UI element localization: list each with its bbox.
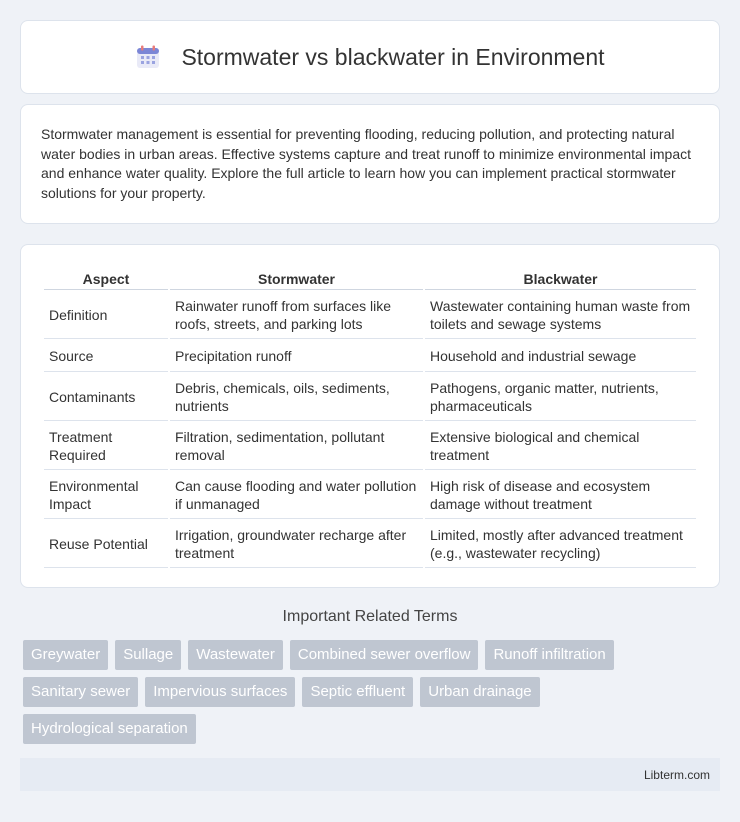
tag-hydrological-separation[interactable]: Hydrological separation <box>23 714 196 744</box>
row-blackwater: High risk of disease and ecosystem damage without treatment <box>425 472 696 519</box>
calendar-icon <box>135 44 161 70</box>
table-row <box>44 374 696 421</box>
row-aspect: Definition <box>44 292 168 339</box>
tag-sanitary-sewer[interactable]: Sanitary sewer <box>23 677 138 707</box>
row-blackwater: Extensive biological and chemical treatment <box>425 423 696 470</box>
comparison-card <box>20 244 720 588</box>
row-aspect: Reuse Potential <box>44 521 168 568</box>
table-header-row <box>44 267 696 290</box>
related-terms-list <box>23 640 703 751</box>
related-terms-title: Important Related Terms <box>282 608 458 625</box>
row-stormwater: Can cause flooding and water pollution if unmanaged <box>170 472 423 519</box>
row-stormwater: Filtration, sedimentation, pollutant removal <box>170 423 423 470</box>
page-title: Stormwater vs blackwater in Environment <box>181 43 605 70</box>
table-row <box>44 423 696 470</box>
row-aspect: Source <box>44 341 168 372</box>
tag-runoff-infiltration[interactable]: Runoff infiltration <box>485 640 613 670</box>
table-row <box>44 521 696 568</box>
row-stormwater: Irrigation, groundwater recharge after treatment <box>170 521 423 568</box>
row-blackwater: Pathogens, organic matter, nutrients, pharmaceuticals <box>425 374 696 421</box>
row-blackwater: Household and industrial sewage <box>425 341 696 372</box>
table-row <box>44 472 696 519</box>
intro-text: Stormwater management is essential for preventing flooding, reducing pollution, and protecting natural water bodies in urban areas. Effective systems capture and treat runoff to minimize environmental impact and enhance water quality. Explore the full article to learn how you can implement practical stormwater solutions for your property. <box>41 126 692 201</box>
column-header-stormwater: Stormwater <box>170 267 423 290</box>
tag-septic-effluent[interactable]: Septic effluent <box>302 677 413 707</box>
tag-greywater[interactable]: Greywater <box>23 640 108 670</box>
page-header <box>20 20 720 94</box>
row-aspect: Contaminants <box>44 374 168 421</box>
row-aspect: Treatment Required <box>44 423 168 470</box>
row-stormwater: Rainwater runoff from surfaces like roofs, streets, and parking lots <box>170 292 423 339</box>
column-header-aspect: Aspect <box>44 267 168 290</box>
tag-wastewater[interactable]: Wastewater <box>188 640 283 670</box>
tag-combined-sewer-overflow[interactable]: Combined sewer overflow <box>290 640 479 670</box>
comparison-table <box>42 265 698 570</box>
row-aspect: Environmental Impact <box>44 472 168 519</box>
row-blackwater: Wastewater containing human waste from toilets and sewage systems <box>425 292 696 339</box>
table-row <box>44 341 696 372</box>
row-stormwater: Precipitation runoff <box>170 341 423 372</box>
footer-site-link[interactable]: Libterm.com <box>643 767 710 782</box>
tag-sullage[interactable]: Sullage <box>115 640 181 670</box>
row-stormwater: Debris, chemicals, oils, sediments, nutrients <box>170 374 423 421</box>
row-blackwater: Limited, mostly after advanced treatment (e.g., wastewater recycling) <box>425 521 696 568</box>
column-header-blackwater: Blackwater <box>425 267 696 290</box>
table-row <box>44 292 696 339</box>
tag-urban-drainage[interactable]: Urban drainage <box>420 677 539 707</box>
footer <box>20 758 720 791</box>
tag-impervious-surfaces[interactable]: Impervious surfaces <box>145 677 295 707</box>
intro-card <box>20 104 720 224</box>
